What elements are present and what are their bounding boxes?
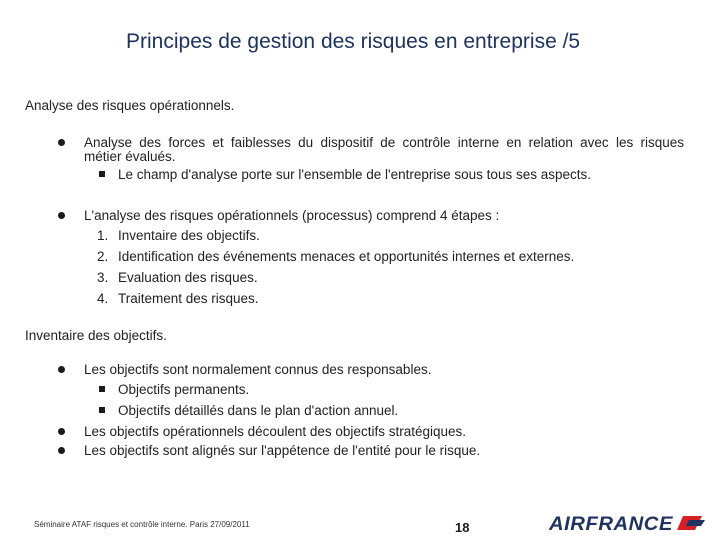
slide-title: Principes de gestion des risques en entreprise /5 xyxy=(126,30,581,53)
bullet-icon xyxy=(58,212,65,219)
bullet-text: Les objectifs sont alignés sur l'appétence de l'entité pour le risque. xyxy=(84,443,481,458)
sub-bullet-icon xyxy=(99,386,105,392)
sub-bullet-icon xyxy=(99,171,105,177)
logo-stripe-icon xyxy=(686,520,705,526)
bullet-line: métier évalués. xyxy=(84,149,176,164)
step-text: Inventaire des objectifs. xyxy=(118,228,260,243)
bullet-text xyxy=(84,135,684,164)
bullet-text: Les objectifs sont normalement connus des responsables. xyxy=(84,362,432,377)
step-text: Traitement des risques. xyxy=(118,291,259,306)
bullet-line: Analyse des forces et faiblesses du dispositif de contrôle interne en relation avec les risques xyxy=(84,135,684,150)
section-heading-objectives: Inventaire des objectifs. xyxy=(25,328,167,343)
bullet-icon xyxy=(58,366,65,373)
step-number: 1. xyxy=(97,228,109,243)
airfrance-logo-graphic xyxy=(549,512,709,536)
step-number: 4. xyxy=(97,291,109,306)
sub-bullet-icon xyxy=(99,407,105,413)
page-number: 18 xyxy=(455,520,470,535)
footer-caption: Séminaire ATAF risques et contrôle interne. Paris 27/09/2011 xyxy=(34,520,250,529)
sub-bullet-text: Le champ d'analyse porte sur l'ensemble de l'entreprise sous tous ses aspects. xyxy=(118,167,591,182)
airfrance-logo xyxy=(549,512,709,541)
bullet-text: Les objectifs opérationnels découlent des objectifs stratégiques. xyxy=(84,424,466,439)
bullet-icon xyxy=(58,139,65,146)
bullet-icon xyxy=(58,447,65,454)
bullet-icon xyxy=(58,428,65,435)
sub-bullet-text: Objectifs détaillés dans le plan d'action annuel. xyxy=(118,403,399,418)
section-heading-risk-analysis: Analyse des risques opérationnels. xyxy=(25,98,235,113)
step-text: Evaluation des risques. xyxy=(118,270,258,285)
logo-wordmark: AIRFRANCE xyxy=(549,514,674,535)
step-text: Identification des événements menaces et opportunités internes et externes. xyxy=(118,249,575,264)
step-number: 3. xyxy=(97,270,109,285)
bullet-text: L'analyse des risques opérationnels (processus) comprend 4 étapes : xyxy=(84,208,500,223)
sub-bullet-text: Objectifs permanents. xyxy=(118,382,250,397)
step-number: 2. xyxy=(97,249,109,264)
